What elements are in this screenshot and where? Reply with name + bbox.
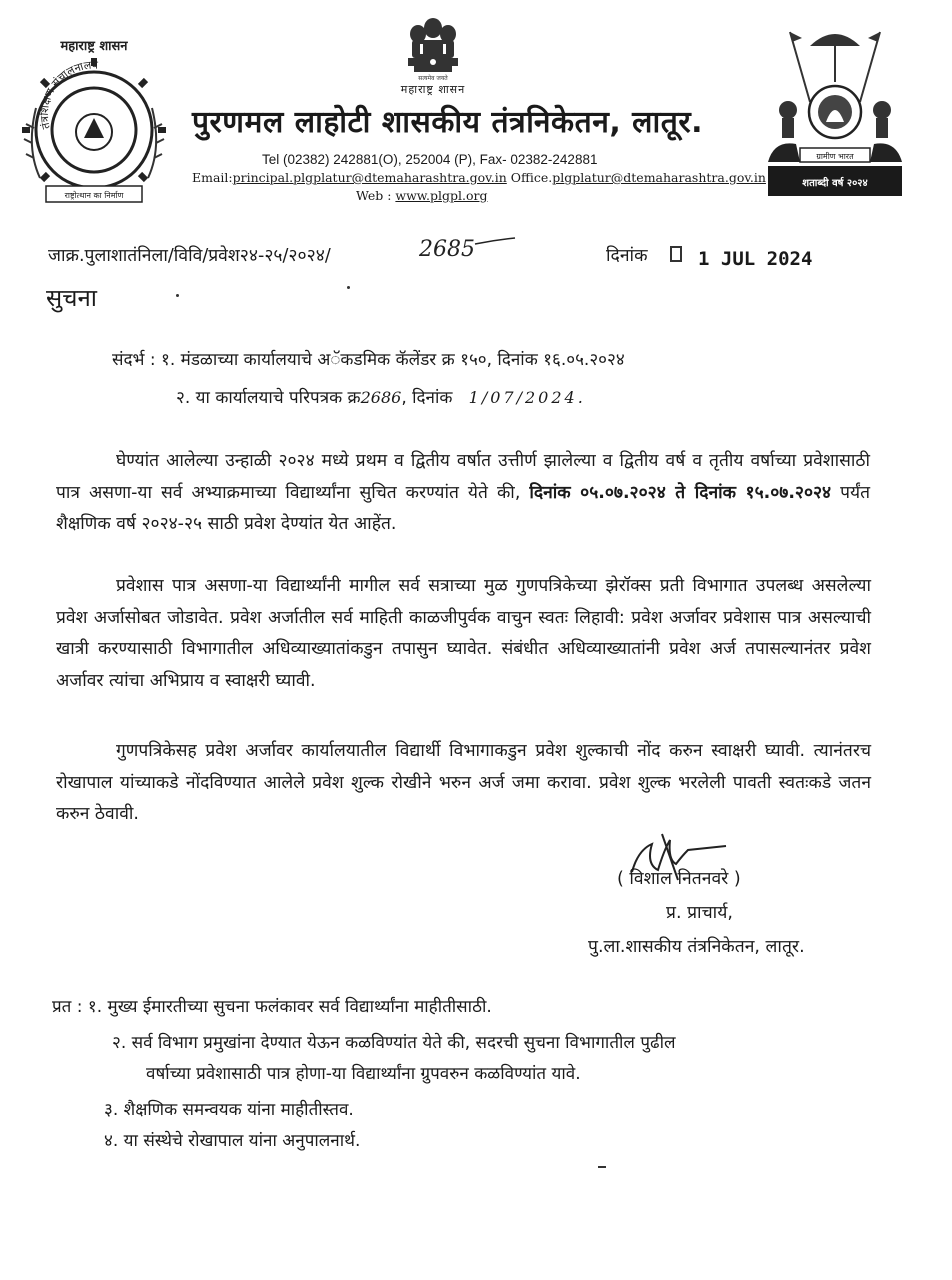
right-logo-bottom: शताब्दी वर्ष २०२४	[802, 178, 868, 189]
contact-web	[356, 188, 487, 203]
copy-to-3: ३. शैक्षणिक समन्वयक यांना माहीतीस्तव.	[104, 1100, 354, 1120]
logo-ring-text: तंत्रशिक्षण संचालनालय	[37, 58, 99, 131]
signatory-title: प्र. प्राचार्य,	[666, 903, 733, 923]
signatory-institute: पु.ला.शासकीय तंत्रनिकेतन, लातूर.	[588, 937, 805, 957]
signatory-name: ( विशाल नितनवरे )	[617, 869, 741, 889]
emblem-caption: महाराष्ट्र शासन	[400, 83, 466, 96]
logo-bottom-text: राष्ट्रोत्थान का निर्माण	[64, 191, 124, 200]
date-label: दिनांक	[606, 246, 648, 266]
admission-dates: दिनांक ०५.०७.२०२४ ते दिनांक १५.०७.२०२४	[529, 482, 832, 503]
state-emblem	[398, 14, 468, 82]
svg-text:सत्यमेव जयते: सत्यमेव जयते	[418, 75, 448, 82]
speck	[598, 1166, 606, 1168]
centenary-logo	[760, 22, 910, 204]
web-label: Web :	[356, 188, 396, 203]
copy-to-2: २. सर्व विभाग प्रमुखांना देण्यात येऊन कळविण्यांत येते की, सदरची सुचना विभागातील पुढील	[112, 1033, 676, 1053]
handwritten-reference-no	[417, 234, 517, 268]
paragraph-2: प्रवेशास पात्र असणा-या विद्यार्थ्यांनी मागील सर्व सत्राच्या मुळ गुणपत्रिकेच्या झेरॉक्स प्रती विभागात उपलब्ध असलेल्या प्रवेश अर्जासोबत जोडावेत. प्रवेश अर्जातील सर्व माहिती काळजीपुर्वक वाचुन स्वतः लिहावी: प्रवेश अर्जावर प्रवेशास पात्र असल्याची खात्री करण्यासाठी विभागातील अधिव्याख्यातांकडुन तपासुन घ्यावेत. संबंधीत अधिव्याख्यातांनी प्रवेश अर्ज तपासल्यानंतर प्रवेश अर्जावर त्यांचा अभिप्राय व स्वाक्षरी घ्यावी.	[56, 576, 871, 691]
reference-item-2-text: २. या कार्यालयाचे परिपत्रक क्र	[176, 388, 361, 408]
reference-number: जाक्र.पुलाशातंनिला/विवि/प्रवेश२४-२५/२०२४/	[48, 246, 331, 266]
reference-item-1: संदर्भ : १. मंडळाच्या कार्यालयाचे अॅकडमिक कॅलेंडर क्र १५०, दिनांक १६.०५.२०२४	[112, 350, 625, 370]
logo-top-text: महाराष्ट्र शासन	[60, 39, 128, 54]
speck	[347, 286, 350, 289]
stamp-mark	[670, 246, 682, 262]
email-label: Email:	[192, 170, 233, 185]
svg-text:तंत्रशिक्षण संचालनालय	[38, 59, 99, 131]
email-office[interactable]: plgplatur@dtemaharashtra.gov.in	[552, 170, 766, 185]
copy-to-1: प्रत : १. मुख्य ईमारतीच्या सुचना फलंकावर सर्व विद्यार्थ्यांना माहीतीसाठी.	[52, 997, 492, 1017]
reference-item-2	[176, 385, 586, 408]
contact-email	[192, 170, 766, 185]
web-link[interactable]: www.plgpl.org	[395, 188, 488, 203]
handwritten-circular-no: 2686	[360, 388, 402, 407]
paragraph-1-text-end: पर्यंत शैक्षणिक वर्ष २०२४-२५ साठी प्रवेश देण्यांत येत आहेंत.	[56, 482, 871, 534]
copy-to-4: ४. या संस्थेचे रोखापाल यांना अनुपालनार्थ.	[104, 1131, 361, 1151]
reference-item-2-date-label: , दिनांक	[401, 388, 453, 408]
email-principal[interactable]: principal.plgplatur@dtemaharashtra.gov.in	[232, 170, 507, 185]
right-logo-banner: ग्रामीण भारत	[816, 152, 854, 161]
paragraph-1	[56, 446, 870, 541]
notice-title: सुचना	[46, 284, 97, 312]
paragraph-1-text: घेण्यांत आलेल्या उन्हाळी २०२४ मध्ये प्रथम व द्वितीय वर्षात उत्तीर्ण झालेल्या व द्वितीय वर्ष व तृतीय वर्षाच्या प्रवेशासाठी पात्र असणा-या सर्व अभ्याक्रमाच्या विद्यार्थ्यांना सुचित करण्यांत येते की,	[56, 451, 870, 503]
contact-phone: Tel (02382) 242881(O), 252004 (P), Fax- 02382-242881	[262, 152, 598, 167]
directorate-logo	[20, 28, 168, 206]
institute-name: पुरणमल लाहोटी शासकीय तंत्रनिकेतन, लातूर.	[192, 105, 704, 140]
date-stamp: 1 JUL 2024	[698, 248, 813, 270]
copy-to-2-cont: वर्षाच्या प्रवेशासाठी पात्र होणा-या विद्यार्थ्यांना ग्रुपवरुन कळविण्यांत यावे.	[146, 1064, 581, 1084]
speck	[176, 294, 179, 297]
email-mid: Office.	[506, 170, 553, 185]
handwritten-circular-date: 1/07/2024.	[468, 388, 586, 407]
svg-text:2685: 2685	[419, 237, 475, 262]
paragraph-3: गुणपत्रिकेसह प्रवेश अर्जावर कार्यालयातील विद्यार्थी विभागाकडुन प्रवेश शुल्काची नोंद करुन स्वाक्षरी घ्यावी. त्यानंतरच रोखापाल यांच्याकडे नोंदविण्यात आलेले प्रवेश शुल्क रोखीने भरुन अर्ज जमा करावा. प्रवेश शुल्क भरलेली पावती स्वतःकडे जतन करुन ठेवावी.	[56, 741, 871, 824]
